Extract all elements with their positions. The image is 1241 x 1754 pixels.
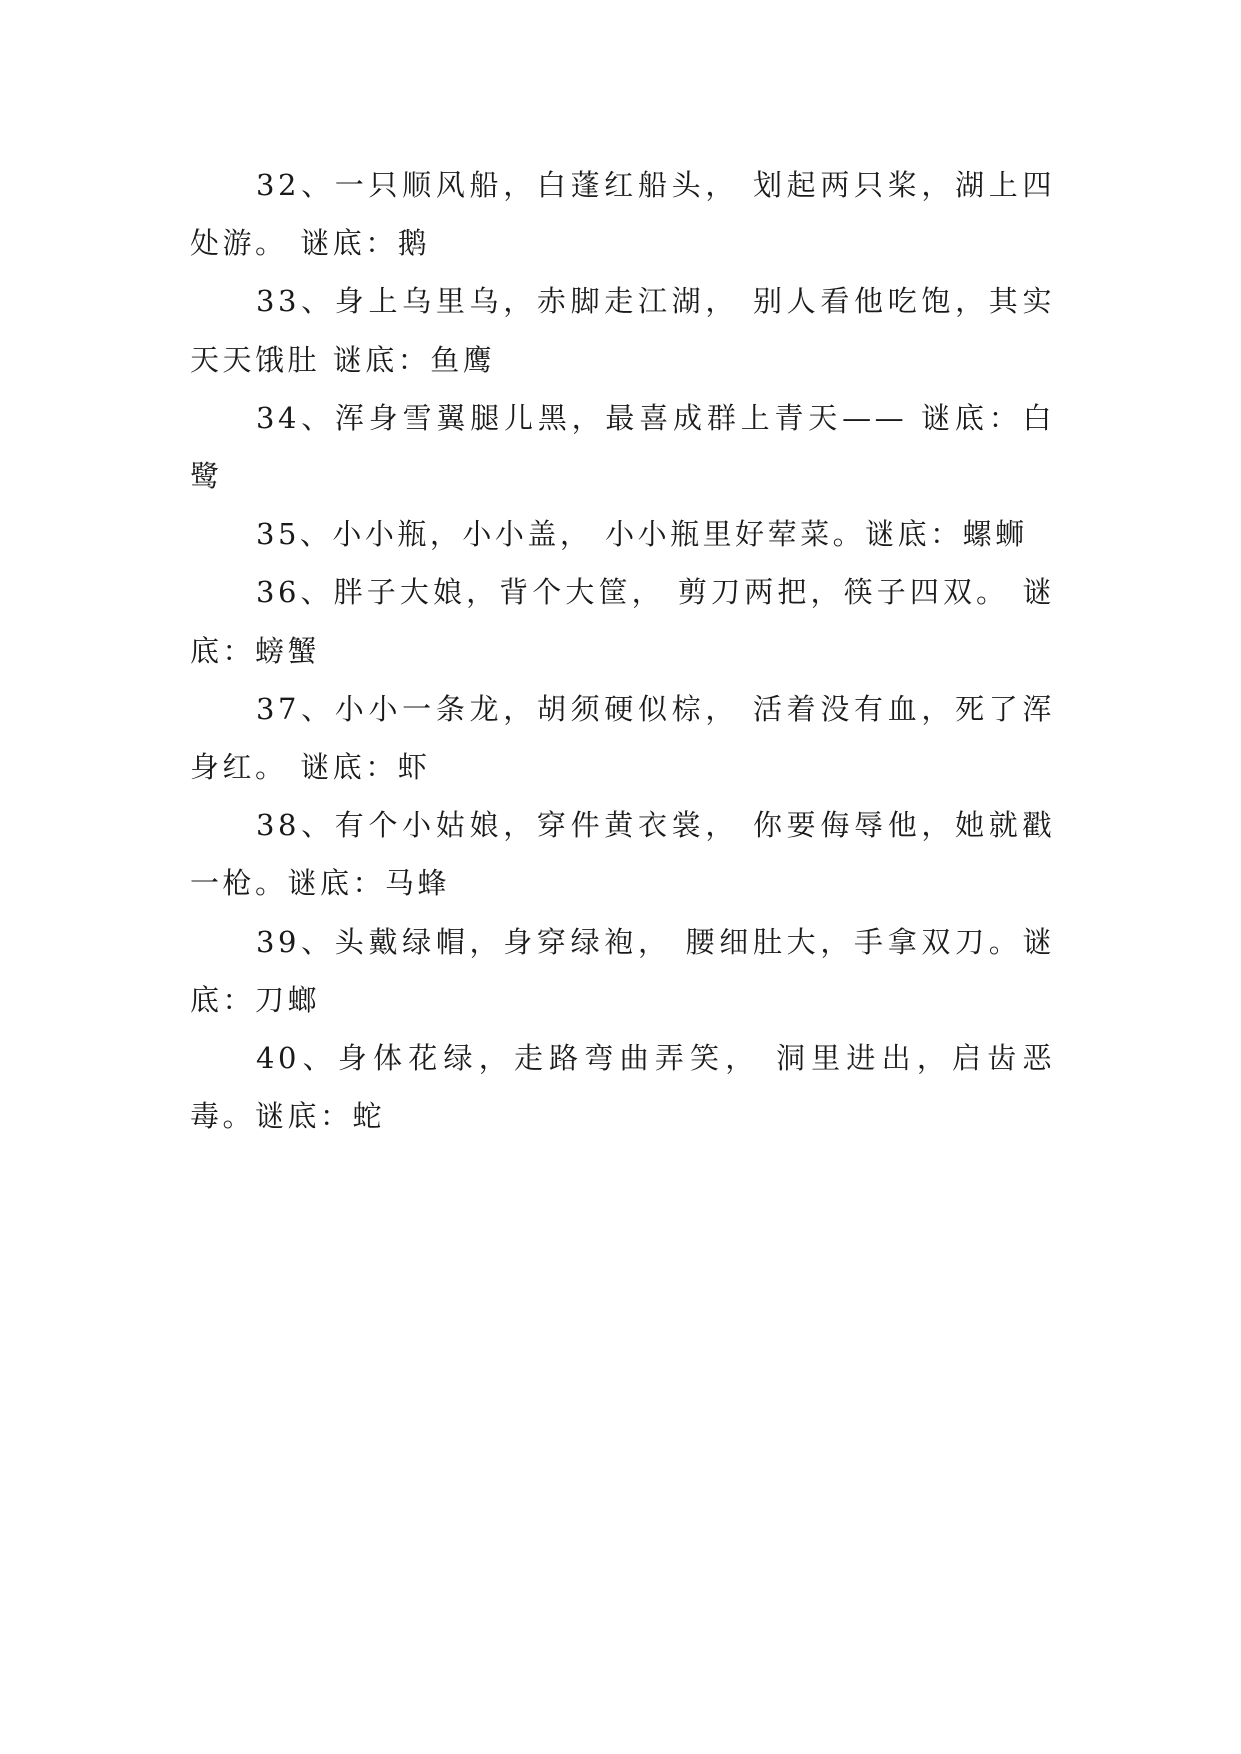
riddle-35: 35、小小瓶，小小盖， 小小瓶里好荤菜。谜底：螺蛳: [256, 517, 1028, 552]
riddle-37: 37、小小一条龙，胡须硬似棕， 活着没有血，死了浑身红。 谜底：虾: [190, 691, 1055, 785]
riddle-39: 39、头戴绿帽，身穿绿袍， 腰细肚大，手拿双刀。谜底：刀螂: [190, 924, 1055, 1017]
riddle-36: 36、胖子大娘，背个大筐， 剪刀两把，筷子四双。 谜底：螃蟹: [190, 575, 1055, 668]
riddle-33: 33、身上乌里乌，赤脚走江湖， 别人看他吃饱，其实天天饿肚 谜底：鱼鹰: [190, 284, 1055, 377]
riddle-list: [190, 156, 1055, 1145]
riddle-32: 32、一只顺风船，白蓬红船头， 划起两只桨，湖上四处游。 谜底：鹅: [190, 168, 1055, 261]
riddle-34: 34、浑身雪翼腿儿黑，最喜成群上青天—— 谜底：白鹭: [190, 400, 1055, 494]
riddle-38: 38、有个小姑娘，穿件黄衣裳， 你要侮辱他，她就戳一枪。谜底：马蜂: [190, 808, 1055, 901]
riddle-40: 40、身体花绿，走路弯曲弄笑， 洞里进出，启齿恶毒。谜底：蛇: [190, 1041, 1055, 1134]
